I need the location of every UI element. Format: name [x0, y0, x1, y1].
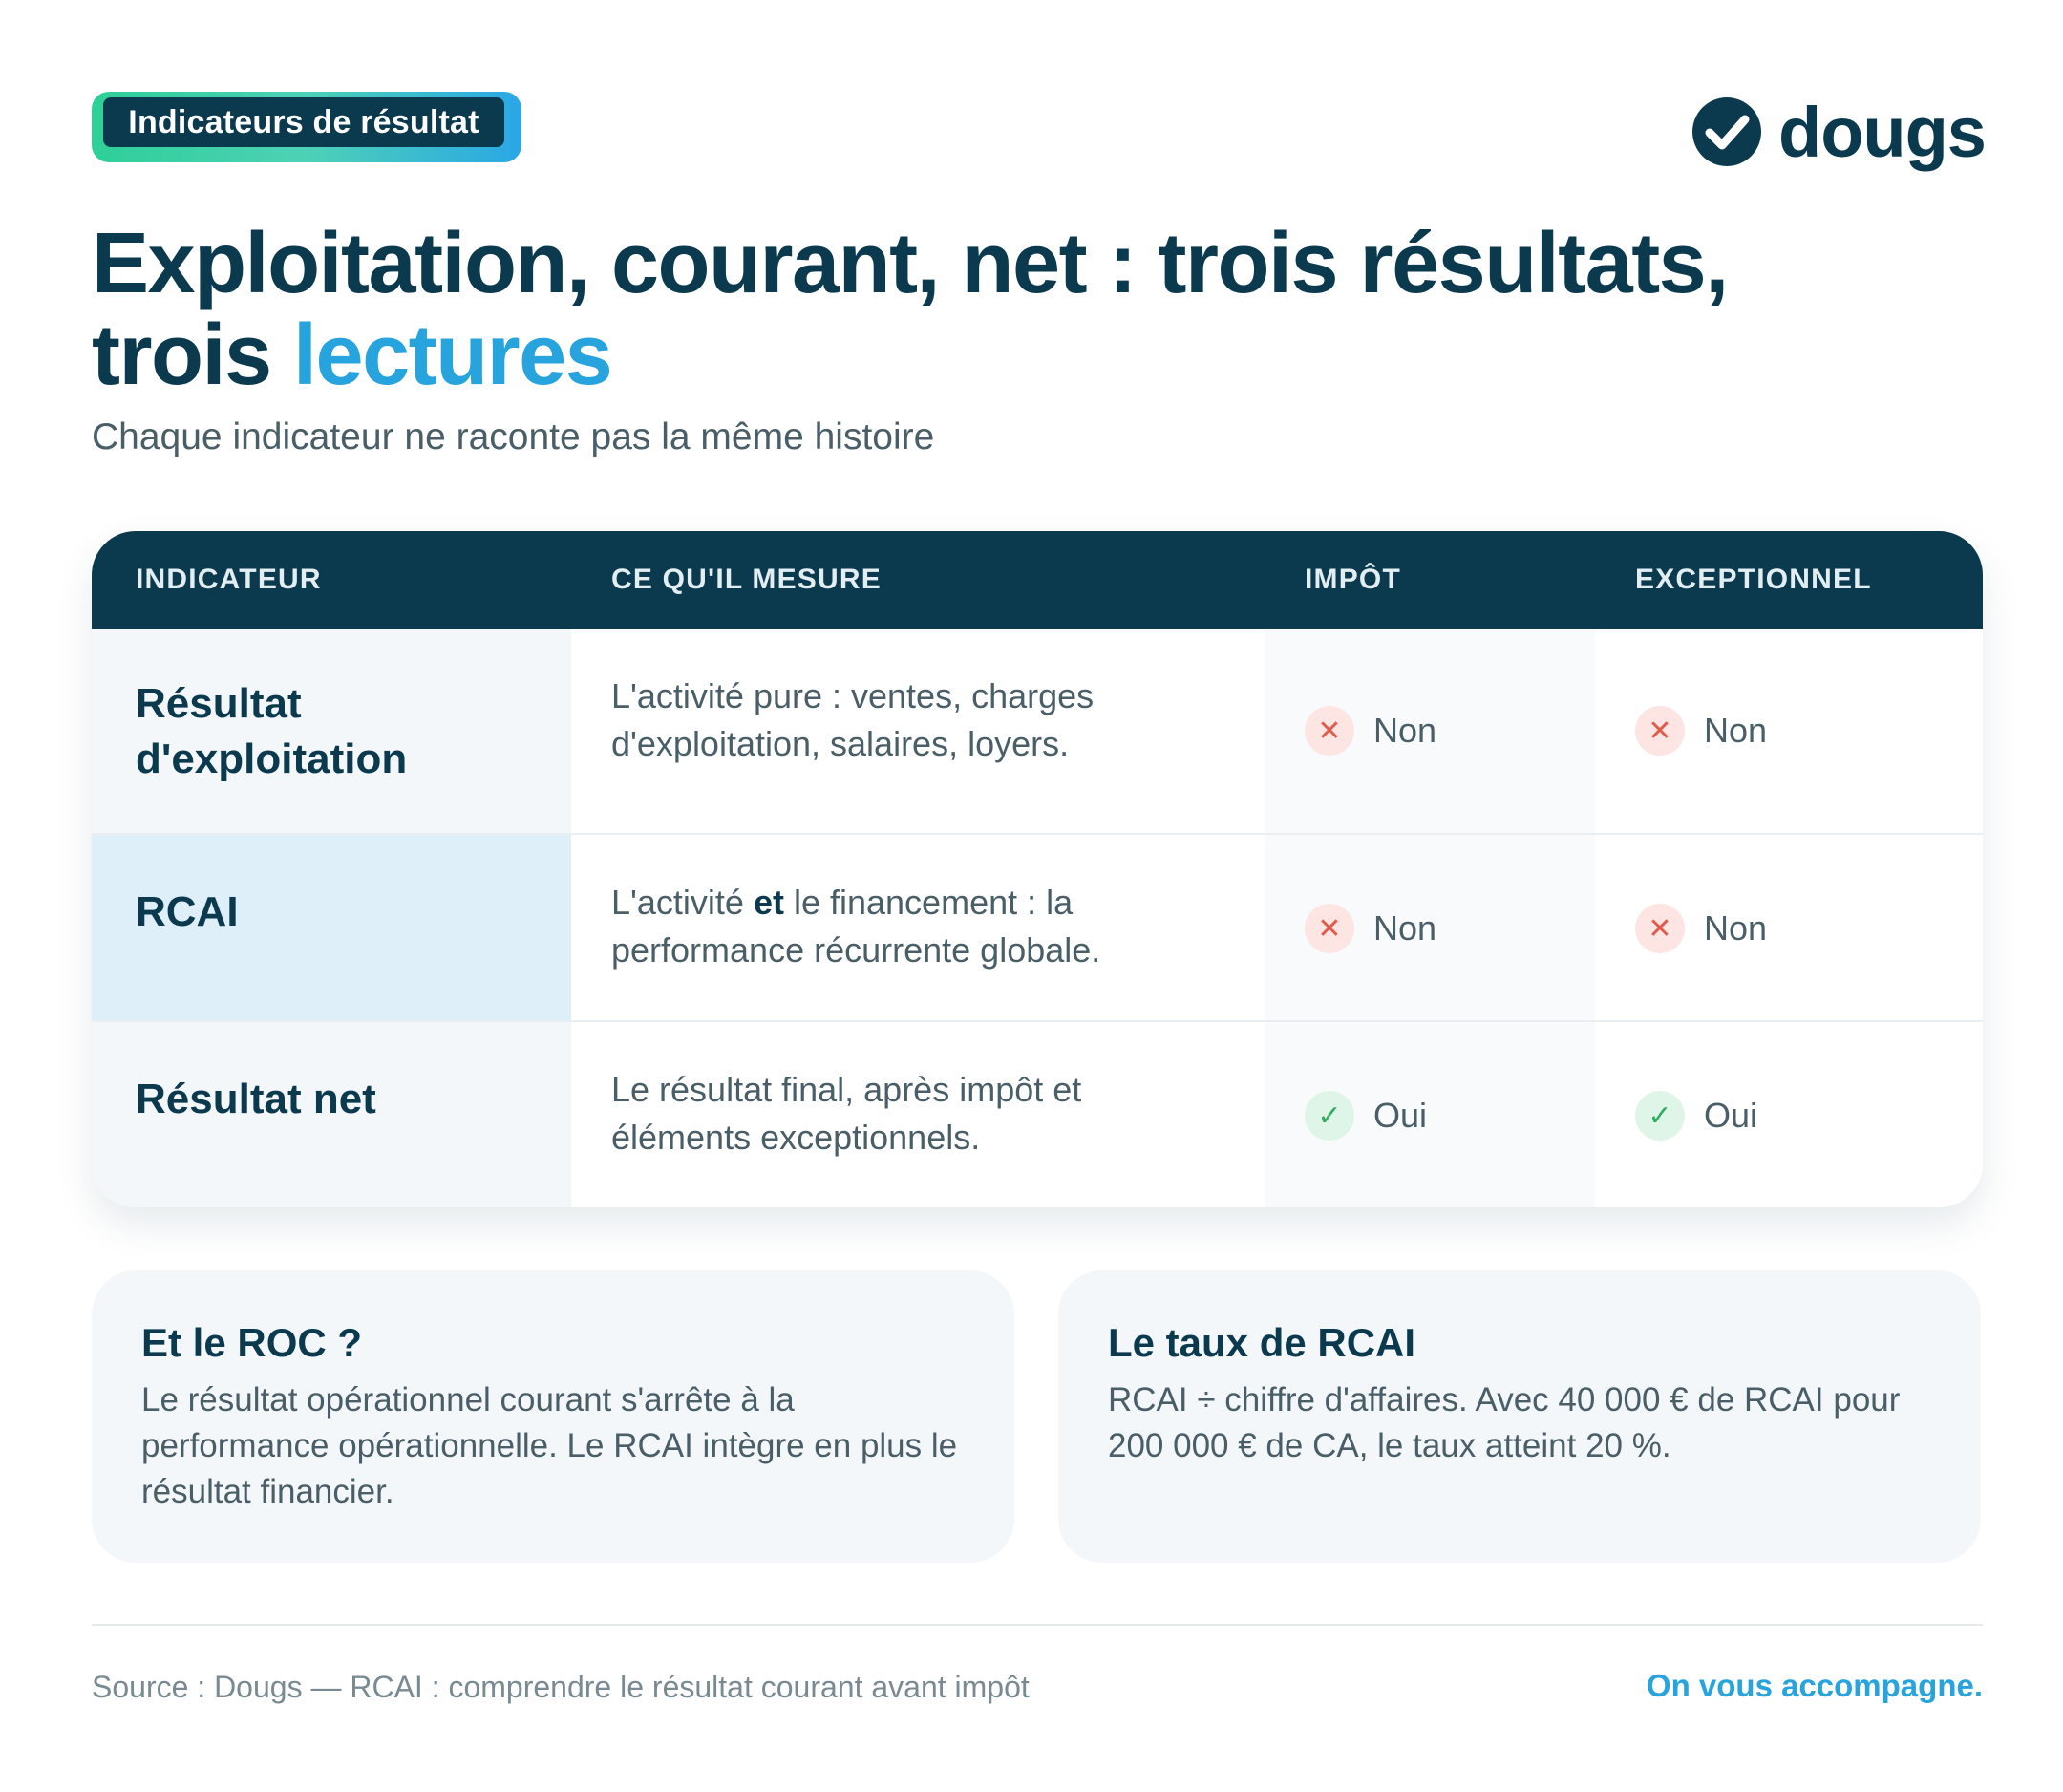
title-accent-word: lectures — [293, 308, 612, 403]
page-title — [92, 218, 1906, 401]
page-subtitle: Chaque indicateur ne raconte pas la même histoire — [92, 416, 935, 458]
measure-text-part: L'activité pure : ventes, charges d'exploitation, salaires, loyers. — [611, 676, 1095, 763]
exceptionnel-cell — [1595, 629, 1983, 833]
exceptionnel-cell — [1595, 1022, 1983, 1207]
brand-logo — [1691, 92, 1986, 172]
badge-label: Indicateurs de résultat — [103, 97, 504, 147]
measure-cell — [571, 629, 1265, 833]
measure-cell — [571, 835, 1265, 1022]
header-indicateur: INDICATEUR — [136, 564, 322, 595]
verdict-label: Non — [1373, 711, 1437, 750]
logo-text: dougs — [1778, 92, 1986, 172]
exceptionnel-verdict — [1635, 904, 1767, 953]
impot-cell — [1265, 629, 1595, 833]
measure-text — [611, 672, 1223, 768]
measure-cell — [571, 1022, 1265, 1207]
measure-text — [611, 879, 1223, 974]
title-line-2-text: trois — [92, 308, 294, 403]
header-mesure: CE QU'IL MESURE — [611, 564, 882, 595]
measure-text-bold: et — [753, 883, 784, 922]
verdict-label: Oui — [1373, 1096, 1428, 1135]
impot-verdict — [1305, 1091, 1427, 1141]
check-icon: ✓ — [1305, 1091, 1354, 1141]
x-icon: ✕ — [1635, 904, 1685, 953]
check-icon: ✓ — [1635, 1091, 1685, 1141]
footer-divider — [92, 1624, 1983, 1626]
indicator-name: Résultat net — [136, 1076, 376, 1122]
info-card-roc — [92, 1270, 1014, 1563]
indicator-cell — [92, 629, 571, 833]
exceptionnel-verdict — [1635, 706, 1767, 756]
verdict-label: Non — [1704, 908, 1768, 948]
title-line-1: Exploitation, courant, net : trois résultats, — [92, 216, 1728, 311]
table-header — [92, 531, 1983, 629]
category-badge — [92, 92, 521, 162]
exceptionnel-verdict — [1635, 1091, 1757, 1141]
impot-verdict — [1305, 706, 1436, 756]
indicator-cell — [92, 835, 571, 1022]
header-exceptionnel: EXCEPTIONNEL — [1635, 564, 1872, 595]
verdict-label: Oui — [1704, 1096, 1758, 1135]
indicator-name: Résultat d'exploitation — [136, 680, 408, 782]
header-impot: IMPÔT — [1305, 564, 1401, 595]
table-row — [92, 629, 1983, 833]
x-icon: ✕ — [1635, 706, 1685, 756]
x-icon: ✕ — [1305, 904, 1354, 953]
comparison-table — [92, 531, 1983, 1207]
impot-verdict — [1305, 904, 1436, 953]
table-row — [92, 833, 1983, 1022]
measure-text — [611, 1066, 1223, 1162]
indicator-name: RCAI — [136, 888, 239, 935]
info-card-taux — [1058, 1270, 1981, 1563]
exceptionnel-cell — [1595, 835, 1983, 1022]
verdict-label: Non — [1373, 908, 1437, 948]
check-circle-icon — [1691, 96, 1763, 168]
x-icon: ✕ — [1305, 706, 1354, 756]
source-note: Source : Dougs — RCAI : comprendre le résultat courant avant impôt — [92, 1670, 1030, 1704]
measure-text-part: le financement : la performance récurrente globale. — [611, 883, 1101, 970]
table-row — [92, 1020, 1983, 1207]
info-card-title: Le taux de RCAI — [1108, 1320, 1416, 1365]
verdict-label: Non — [1704, 711, 1768, 750]
indicator-cell — [92, 1022, 571, 1207]
impot-cell — [1265, 1022, 1595, 1207]
measure-text-part: L'activité — [611, 883, 754, 922]
info-card-body: Le résultat opérationnel courant s'arrête à la performance opérationnelle. Le RCAI intègre en plus le résultat financier. — [141, 1381, 958, 1510]
impot-cell — [1265, 835, 1595, 1022]
info-card-body: RCAI ÷ chiffre d'affaires. Avec 40 000 € de RCAI pour 200 000 € de CA, le taux atteint 20 %. — [1108, 1381, 1901, 1464]
brand-tagline: On vous accompagne. — [1646, 1668, 1983, 1703]
title-line-2 — [92, 309, 1906, 401]
measure-text-part: Le résultat final, après impôt et éléments exceptionnels. — [611, 1070, 1082, 1157]
info-card-title: Et le ROC ? — [141, 1320, 363, 1365]
